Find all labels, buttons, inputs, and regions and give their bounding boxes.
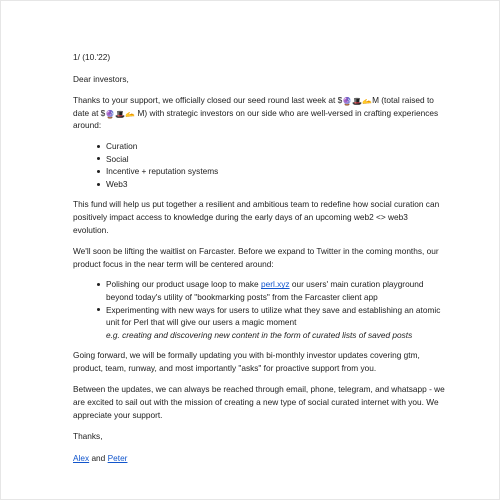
list-item — [106, 304, 445, 342]
perl-link[interactable]: perl.xyz — [260, 279, 290, 290]
paragraph-updates: Going forward, we will be formally updating you with bi-monthly investor updates covering gtm, product, team, runway, and most importantly "asks" for proactive support from you. — [73, 350, 420, 373]
focus-item-2-example: e.g. creating and discovering new content in the form of curated lists of saved posts — [106, 329, 413, 340]
list-item: Incentive + reputation systems — [106, 165, 445, 178]
list-item — [106, 278, 445, 303]
signature-joiner: and — [89, 452, 108, 463]
paragraph-funding — [73, 94, 445, 132]
paragraph-fund-purpose: This fund will help us put together a resilient and ambitious team to redefine how social curation can positively impact access to knowledge during the early days of an upcoming web2 <> web3 evolution. — [73, 199, 440, 235]
closing: Thanks, — [73, 431, 103, 442]
focus-item-1-text-b: our users' main curation playground beyond today's utility of "bookmarking posts" from the Farcaster client app — [106, 279, 424, 302]
list-item: Web3 — [106, 178, 445, 191]
focus-item-1-text-a: Polishing our product usage loop to make — [106, 279, 261, 290]
funding-text-1: Thanks to your support, we officially closed our seed round last week at $ — [73, 95, 343, 106]
emoji-group-icon: 🔮🎩🫴 — [105, 109, 136, 119]
paragraph-contact: Between the updates, we can always be reached through email, phone, telegram, and whatsapp - we are excited to sail out with the mission of creating a new type of social curated internet with you. We appreciate your support. — [73, 384, 445, 420]
paragraph-waitlist: We'll soon be lifting the waitlist on Farcaster. Before we expand to Twitter in the coming months, our product focus in the near term will be centered around: — [73, 246, 439, 269]
emoji-group-icon: 🔮🎩🫴 — [342, 97, 373, 107]
letter-date: 1/ (10.'22) — [73, 52, 111, 62]
alex-link[interactable]: Alex — [73, 452, 90, 463]
funding-text-2: M (total raised to date at $ — [73, 95, 434, 118]
salutation: Dear investors, — [73, 73, 129, 84]
peter-link[interactable]: Peter — [107, 452, 128, 463]
focus-item-2-text: Experimenting with new ways for users to utilize what they save and establishing an atomic unit for Perl that will give our users a magic moment — [106, 304, 441, 328]
focus-list — [73, 278, 445, 341]
list-item: Curation — [106, 140, 445, 153]
funding-text-3: M) with strategic investors on our side who are well-versed in crafting experiences around: — [73, 107, 439, 131]
letter-body — [73, 51, 445, 464]
list-item: Social — [106, 153, 445, 166]
expertise-list — [73, 140, 445, 190]
signature — [73, 452, 445, 465]
